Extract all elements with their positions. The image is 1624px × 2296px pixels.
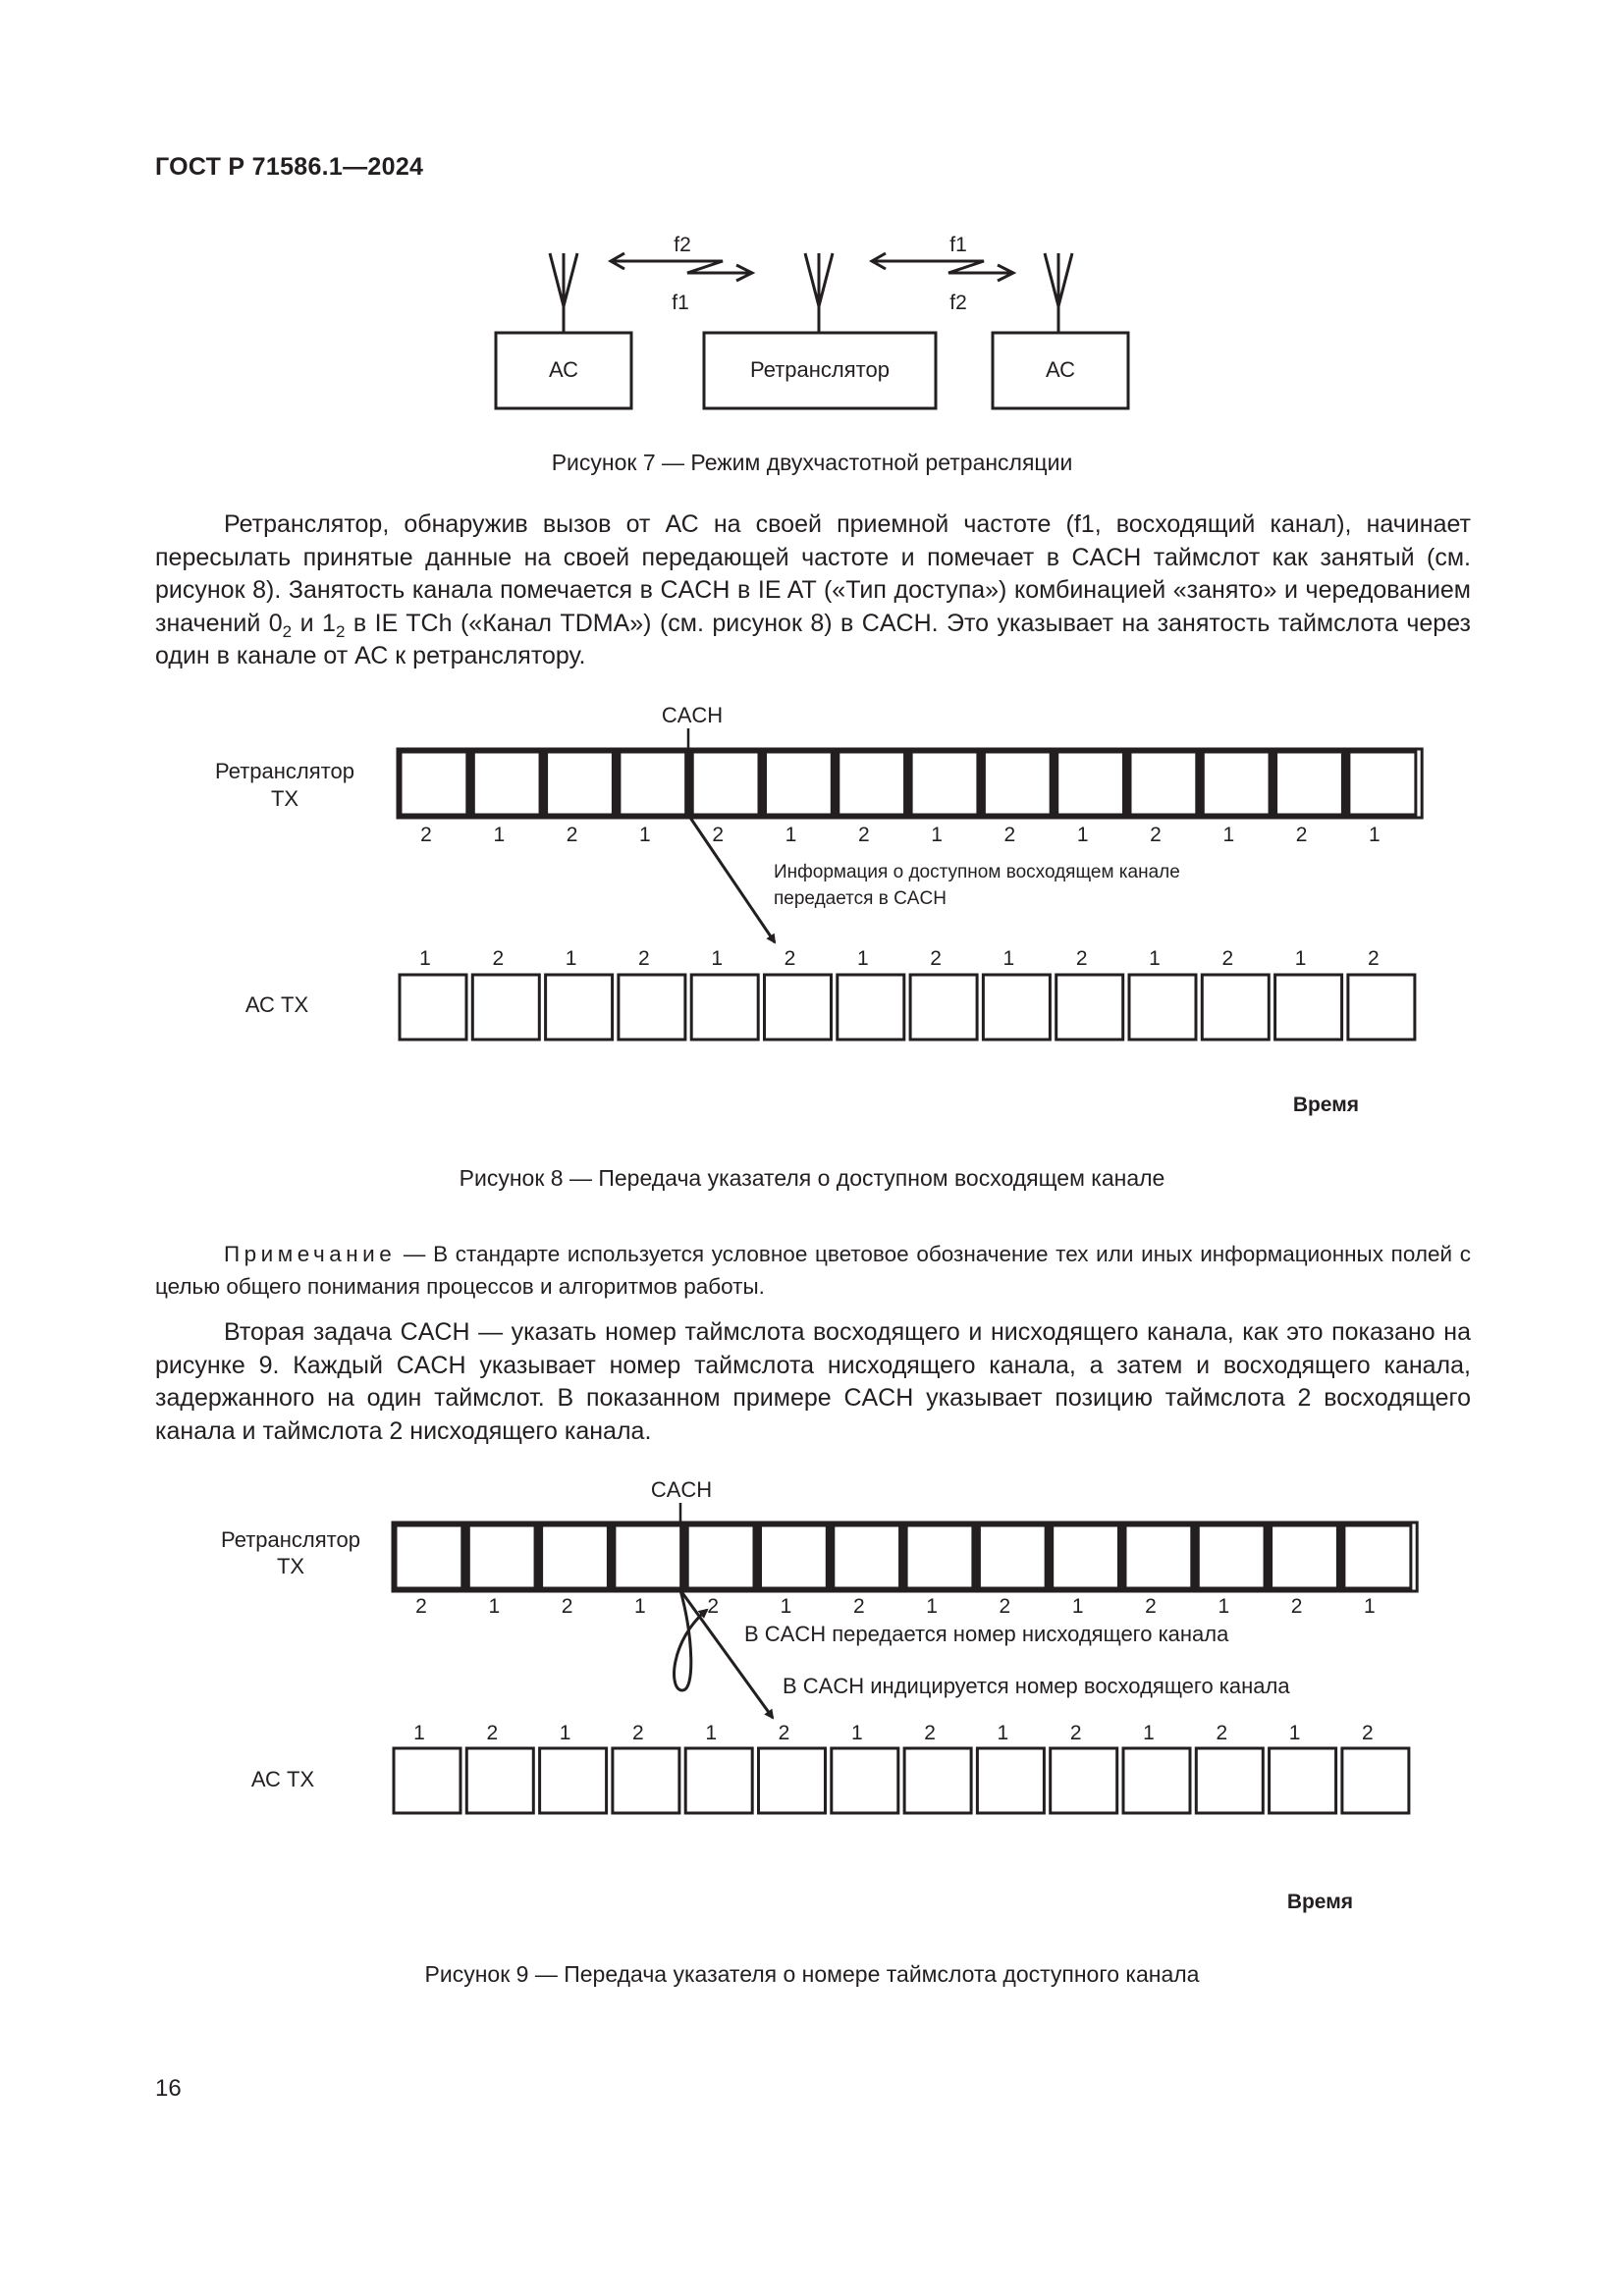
timeslot-box bbox=[761, 1525, 828, 1588]
timeslot-number: 1 bbox=[1218, 1595, 1230, 1618]
cach-burst bbox=[1122, 749, 1131, 818]
cach-burst bbox=[826, 1522, 835, 1591]
cach-burst bbox=[758, 749, 767, 818]
timeslot-box bbox=[1130, 752, 1197, 815]
timeslot-number: 2 bbox=[486, 1722, 499, 1744]
timeslot-box bbox=[394, 1748, 460, 1813]
timeslot-box bbox=[759, 1748, 826, 1813]
timeslot-number: 2 bbox=[784, 947, 796, 970]
cach-burst bbox=[1190, 1522, 1199, 1591]
cach-burst bbox=[903, 749, 912, 818]
cach-label: CACH bbox=[650, 1477, 713, 1502]
station-tx-label: АС TX bbox=[250, 1767, 315, 1791]
timeslot-box bbox=[468, 1525, 535, 1588]
timeslot-box bbox=[1270, 1748, 1336, 1813]
station-slot-row bbox=[400, 947, 1415, 1040]
left-link-bottom-label: f1 bbox=[672, 292, 689, 314]
timeslot-box bbox=[1272, 1525, 1338, 1588]
document-header: ГОСТ Р 71586.1—2024 bbox=[155, 153, 424, 181]
cach-burst bbox=[607, 1522, 616, 1591]
timeslot-box bbox=[1125, 1525, 1192, 1588]
note-text: — В стандарте используется условное цветовое обозначение тех или иных информационных полей с целью общего понимания процессов и алгоритмов работы. bbox=[155, 1242, 1471, 1299]
timeslot-number: 2 bbox=[999, 1595, 1011, 1618]
cach-burst bbox=[1336, 1522, 1345, 1591]
cach-burst bbox=[1341, 749, 1350, 818]
timeslot-box bbox=[979, 1525, 1046, 1588]
figure-9-diagram bbox=[0, 1463, 1624, 1914]
timeslot-number: 2 bbox=[1221, 947, 1234, 970]
timeslot-number: 2 bbox=[712, 824, 725, 846]
timeslot-number: 1 bbox=[639, 824, 651, 846]
cach-burst bbox=[898, 1522, 907, 1591]
timeslot-number: 1 bbox=[1364, 1595, 1376, 1618]
timeslot-number: 2 bbox=[1145, 1595, 1157, 1618]
figure-7-caption: Рисунок 7 — Режим двухчастотной ретрансляции bbox=[551, 450, 1073, 475]
timeslot-box bbox=[540, 1748, 607, 1813]
timeslot-number: 2 bbox=[1003, 824, 1016, 846]
cach-burst bbox=[1195, 749, 1204, 818]
timeslot-box bbox=[839, 752, 905, 815]
timeslot-box bbox=[1123, 1748, 1190, 1813]
timeslot-box bbox=[904, 1748, 971, 1813]
cach-burst bbox=[539, 749, 548, 818]
timeslot-box bbox=[1051, 1748, 1117, 1813]
timeslot-box bbox=[687, 1525, 754, 1588]
timeslot-number: 2 bbox=[1295, 824, 1308, 846]
timeslot-number: 1 bbox=[926, 1595, 938, 1618]
station-label-right: АС bbox=[1045, 357, 1076, 382]
timeslot-number: 2 bbox=[638, 947, 650, 970]
timeslot-box bbox=[472, 975, 539, 1040]
timeslot-number: 2 bbox=[1216, 1722, 1228, 1744]
antenna-icon bbox=[550, 253, 577, 334]
timeslot-number: 1 bbox=[780, 1595, 792, 1618]
timeslot-box bbox=[1056, 975, 1123, 1040]
cach-burst bbox=[460, 1522, 469, 1591]
timeslot-box bbox=[838, 975, 904, 1040]
timeslot-number: 1 bbox=[705, 1722, 718, 1744]
timeslot-number: 2 bbox=[415, 1595, 427, 1618]
timeslot-box bbox=[910, 975, 977, 1040]
timeslot-box bbox=[1348, 975, 1415, 1040]
timeslot-box bbox=[401, 752, 467, 815]
timeslot-box bbox=[1203, 752, 1270, 815]
timeslot-box bbox=[1057, 752, 1124, 815]
timeslot-box bbox=[542, 1525, 609, 1588]
annotation-line2: передается в CACH bbox=[774, 888, 947, 909]
timeslot-number: 1 bbox=[1294, 947, 1307, 970]
timeslot-number: 2 bbox=[707, 1595, 720, 1618]
timeslot-number: 1 bbox=[931, 824, 943, 846]
right-link-bottom-label: f2 bbox=[949, 292, 967, 314]
annotation-downlink: В CACH передается номер нисходящего канала bbox=[744, 1622, 1229, 1646]
timeslot-box bbox=[832, 1748, 898, 1813]
timeslot-box bbox=[906, 1525, 973, 1588]
timeslot-number: 1 bbox=[1288, 1722, 1301, 1744]
timeslot-number: 1 bbox=[493, 824, 506, 846]
page-number: 16 bbox=[155, 2075, 182, 2102]
paragraph-1: Ретранслятор, обнаружив вызов от АС на своей приемной частоте (f1, восходящий канал), начинает пересылать принятые данные на своей передающей частоте и помечает в CACH таймслот как занятый (см. рисунок 8). Занятость канала помечается в CACH в IE AT («Тип доступа») комбинацией «занято» и чередованием значений $0_2$ и $1_2$ в IE TCh («Канал TDMA») (см. рисунок 8) в CACH. Это указывает на занятость таймслота через один в канале от АС к ретранслятору. bbox=[155, 510, 1472, 669]
right-link-top-label: f1 bbox=[949, 234, 967, 256]
timeslot-box bbox=[1053, 1525, 1119, 1588]
timeslot-number: 2 bbox=[1069, 1722, 1082, 1744]
paragraph-2: Вторая задача CACH — указать номер таймслота восходящего и нисходящего канала, как это показано на рисунке 9. Каждый CACH указывает номер таймслота нисходящего канала, а затем и восходящего канала, задержанного на один таймслот. В показанном примере CACH указывает позицию таймслота 2 восходящего канала и таймслота 2 нисходящего канала. bbox=[155, 1318, 1471, 1445]
timeslot-number: 1 bbox=[1071, 1595, 1084, 1618]
cach-burst bbox=[679, 1522, 688, 1591]
time-label: Время bbox=[1292, 1094, 1359, 1116]
cach-label: CACH bbox=[661, 703, 724, 727]
timeslot-box bbox=[619, 975, 685, 1040]
cach-burst bbox=[1269, 749, 1277, 818]
cach-burst bbox=[465, 749, 474, 818]
timeslot-number: 2 bbox=[1150, 824, 1162, 846]
cach-burst bbox=[1045, 1522, 1054, 1591]
timeslot-number: 1 bbox=[634, 1595, 646, 1618]
timeslot-box bbox=[984, 752, 1051, 815]
timeslot-box bbox=[1349, 752, 1416, 815]
timeslot-number: 2 bbox=[632, 1722, 644, 1744]
timeslot-box bbox=[620, 752, 686, 815]
timeslot-box bbox=[983, 975, 1050, 1040]
timeslot-number: 2 bbox=[1368, 947, 1380, 970]
timeslot-number: 1 bbox=[856, 947, 869, 970]
timeslot-number: 2 bbox=[492, 947, 505, 970]
timeslot-box bbox=[1275, 975, 1342, 1040]
timeslot-number: 1 bbox=[1002, 947, 1015, 970]
timeslot-number: 1 bbox=[850, 1722, 863, 1744]
timeslot-number: 1 bbox=[785, 824, 797, 846]
timeslot-number: 2 bbox=[930, 947, 942, 970]
cach-burst bbox=[1050, 749, 1058, 818]
timeslot-box bbox=[473, 752, 540, 815]
cach-burst bbox=[831, 749, 839, 818]
repeater-slot-row bbox=[398, 749, 1422, 846]
timeslot-box bbox=[1342, 1748, 1409, 1813]
timeslot-number: 2 bbox=[924, 1722, 936, 1744]
timeslot-number: 1 bbox=[419, 947, 431, 970]
annotation-uplink: В CACH индицируется номер восходящего канала bbox=[783, 1674, 1290, 1698]
link-arrow-right bbox=[874, 261, 1011, 273]
repeater-tx-label-line1: Ретранслятор bbox=[215, 759, 354, 783]
annotation-line1: Информация о доступном восходящем канале bbox=[774, 862, 1180, 882]
timeslot-number: 1 bbox=[1222, 824, 1235, 846]
timeslot-box bbox=[685, 1748, 752, 1813]
timeslot-number: 1 bbox=[997, 1722, 1009, 1744]
timeslot-number: 2 bbox=[1362, 1722, 1374, 1744]
timeslot-number: 2 bbox=[852, 1595, 865, 1618]
timeslot-box bbox=[400, 975, 466, 1040]
uplink-arrow bbox=[680, 1590, 773, 1718]
cach-burst bbox=[1117, 1522, 1126, 1591]
time-label: Время bbox=[1286, 1891, 1353, 1913]
timeslot-box bbox=[692, 752, 759, 815]
cach-burst bbox=[1264, 1522, 1272, 1591]
timeslot-number: 2 bbox=[1290, 1595, 1303, 1618]
cach-arrow bbox=[688, 815, 775, 942]
timeslot-number: 1 bbox=[1369, 824, 1380, 846]
timeslot-number: 1 bbox=[488, 1595, 501, 1618]
timeslot-box bbox=[613, 1748, 679, 1813]
timeslot-box bbox=[1129, 975, 1196, 1040]
timeslot-box bbox=[547, 752, 614, 815]
timeslot-box bbox=[1198, 1525, 1265, 1588]
timeslot-number: 1 bbox=[1149, 947, 1161, 970]
timeslot-box bbox=[615, 1525, 681, 1588]
cach-burst bbox=[612, 749, 621, 818]
timeslot-box bbox=[546, 975, 613, 1040]
antenna-icon bbox=[805, 253, 833, 334]
cach-burst bbox=[976, 749, 985, 818]
cach-burst bbox=[684, 749, 693, 818]
link-arrow-left bbox=[613, 261, 750, 273]
station-label-left: АС bbox=[548, 357, 579, 382]
timeslot-number: 2 bbox=[778, 1722, 790, 1744]
timeslot-box bbox=[691, 975, 758, 1040]
timeslot-box bbox=[1196, 1748, 1263, 1813]
timeslot-number: 1 bbox=[565, 947, 577, 970]
antenna-icon bbox=[1045, 253, 1072, 334]
repeater-tx-label-line2: TX bbox=[270, 786, 299, 811]
timeslot-box bbox=[765, 975, 832, 1040]
timeslot-number: 1 bbox=[559, 1722, 571, 1744]
left-link-top-label: f2 bbox=[674, 234, 691, 256]
timeslot-box bbox=[1276, 752, 1343, 815]
timeslot-box bbox=[977, 1748, 1044, 1813]
timeslot-number: 2 bbox=[566, 824, 578, 846]
timeslot-box bbox=[1344, 1525, 1411, 1588]
timeslot-box bbox=[911, 752, 978, 815]
station-slot-row bbox=[394, 1722, 1409, 1813]
timeslot-box bbox=[834, 1525, 900, 1588]
cach-burst bbox=[971, 1522, 980, 1591]
timeslot-number: 2 bbox=[1075, 947, 1088, 970]
figure-8-caption: Рисунок 8 — Передача указателя о доступном восходящем канале bbox=[459, 1165, 1165, 1191]
timeslot-number: 1 bbox=[413, 1722, 425, 1744]
timeslot-number: 2 bbox=[420, 824, 432, 846]
note-label: Примечание bbox=[224, 1242, 397, 1266]
repeater-tx-label-line2: TX bbox=[276, 1554, 305, 1578]
figure-9-caption: Рисунок 9 — Передача указателя о номере таймслота доступного канала bbox=[424, 1961, 1200, 1987]
timeslot-number: 1 bbox=[711, 947, 724, 970]
timeslot-box bbox=[396, 1525, 462, 1588]
timeslot-box bbox=[466, 1748, 533, 1813]
cach-burst bbox=[534, 1522, 543, 1591]
timeslot-number: 2 bbox=[561, 1595, 573, 1618]
repeater-label: Ретранслятор bbox=[750, 357, 890, 382]
timeslot-box bbox=[766, 752, 833, 815]
timeslot-number: 2 bbox=[857, 824, 870, 846]
repeater-tx-label-line1: Ретранслятор bbox=[221, 1527, 360, 1552]
station-tx-label: АС TX bbox=[244, 992, 309, 1017]
timeslot-number: 1 bbox=[1076, 824, 1089, 846]
figure-7-diagram bbox=[0, 236, 1624, 422]
figure-8-diagram bbox=[0, 687, 1624, 1119]
timeslot-box bbox=[1202, 975, 1269, 1040]
note bbox=[155, 1238, 1471, 1303]
cach-burst bbox=[753, 1522, 762, 1591]
repeater-slot-row bbox=[393, 1522, 1417, 1618]
timeslot-number: 1 bbox=[1143, 1722, 1155, 1744]
